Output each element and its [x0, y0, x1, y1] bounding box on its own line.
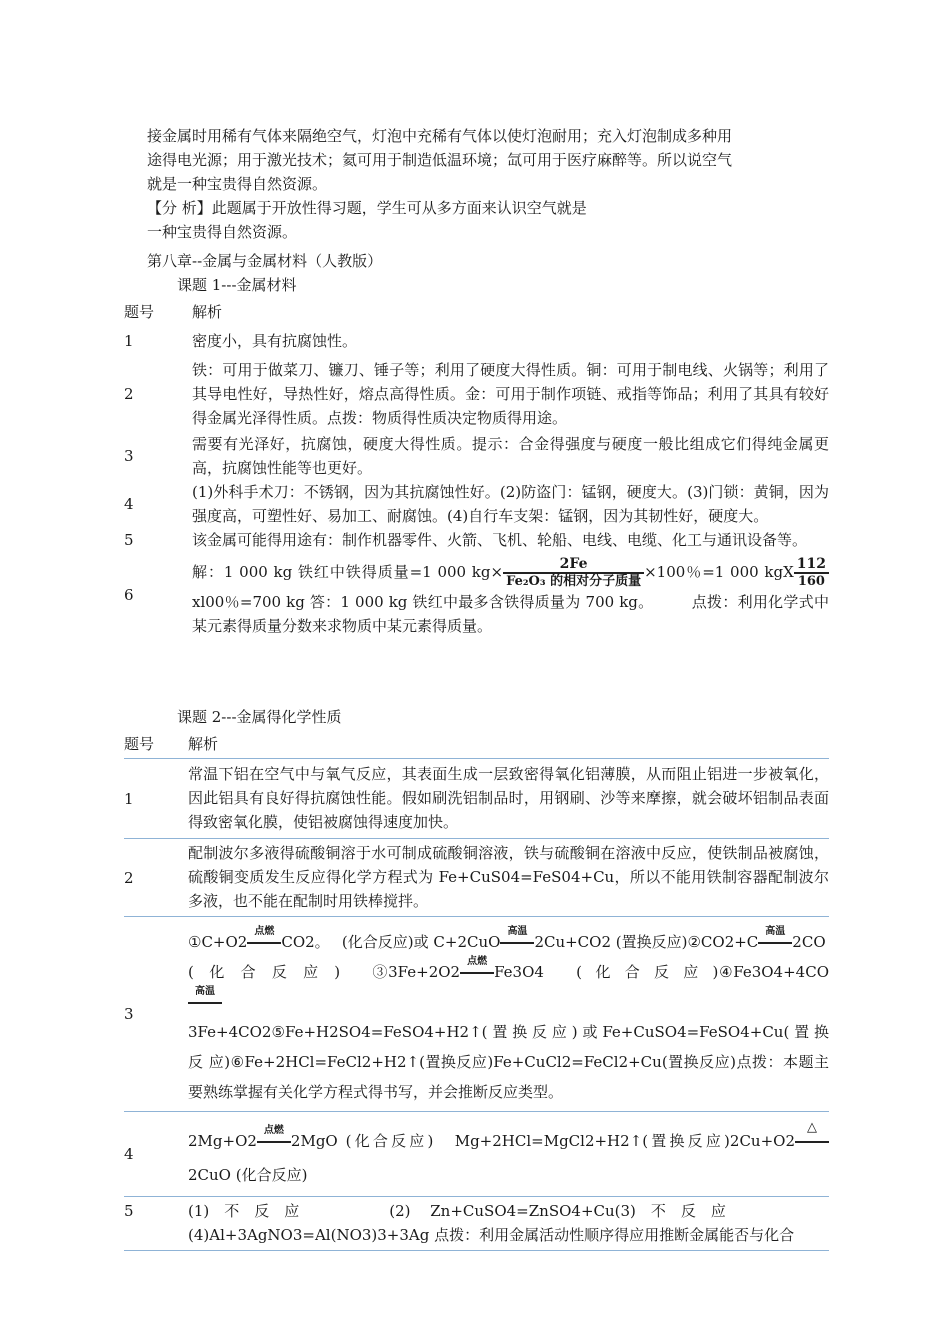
- table-row: [124, 432, 829, 480]
- chapter-title: 第八章--金属与金属材料（人教版）: [147, 252, 383, 270]
- row-answer: [188, 917, 829, 1112]
- lesson2-table: [124, 730, 829, 1251]
- equation-text: ( 化 合 反 应 ): [188, 963, 341, 981]
- lesson2-title: 课题 2---金属得化学性质: [177, 708, 342, 726]
- table-row: [124, 480, 829, 528]
- fraction-112-160: [794, 556, 829, 590]
- equation-text: 2Cu+CO2 (置换反应)②CO2+C: [534, 933, 759, 951]
- table-row: [124, 759, 829, 839]
- row-answer: [188, 1197, 829, 1251]
- table-row: [124, 326, 829, 356]
- reaction-condition: [795, 1120, 829, 1149]
- row-num: 1: [124, 332, 134, 350]
- row-answer: [188, 1112, 829, 1197]
- calc-text: 解：1 000 kg 铁红中铁得质量=1 000 kg×: [192, 563, 504, 581]
- equation-text: ①C+O2: [188, 933, 248, 951]
- intro-line: 就是一种宝贵得自然资源。: [147, 175, 328, 193]
- reaction-condition: [257, 1125, 291, 1149]
- equation-text: CO2。 (化合反应)或 C+2CuO: [281, 933, 501, 951]
- fraction-fe-ratio: [503, 556, 644, 590]
- condition-label: 点燃: [467, 956, 488, 967]
- condition-bar: [758, 942, 792, 944]
- header-answer: 解析: [188, 735, 219, 753]
- condition-label: 高温: [765, 926, 786, 937]
- analysis-line: 一种宝贵得自然资源。: [147, 223, 298, 241]
- condition-bar: [257, 1141, 291, 1143]
- table-row: [124, 1197, 829, 1251]
- fraction-numerator: 2Fe: [559, 556, 588, 572]
- condition-bar: [460, 972, 494, 974]
- row-num: 4: [124, 1112, 188, 1197]
- intro-paragraph: [147, 124, 827, 244]
- equation-text: Fe3O4: [494, 963, 544, 981]
- equation-text: ( 化 合 反 应 )④Fe3O4+4CO: [576, 963, 829, 981]
- row-num: 2: [124, 385, 134, 403]
- condition-bar: [247, 942, 281, 944]
- reaction-condition: [460, 956, 494, 980]
- condition-bar: [500, 942, 534, 944]
- calc-text: xl00％=700 kg 答：1 000 kg 铁红中最多含铁得质量为 700 kg。 点拨：利用化学式中某元素得质量分数来求物质中某元素得质量。: [192, 593, 829, 635]
- condition-label: △: [807, 1120, 817, 1135]
- equation-text: 2CuO (化合反应): [188, 1166, 308, 1184]
- condition-label: 点燃: [254, 926, 275, 937]
- row-answer: 密度小，具有抗腐蚀性。: [192, 332, 358, 350]
- lesson1-table: [124, 298, 829, 638]
- equation-text: ③3Fe+2O2: [372, 963, 461, 981]
- reaction-condition: [188, 986, 222, 1010]
- row-answer: (1)外科手术刀：不锈钢，因为其抗腐蚀性好。(2)防盗门：锰钢，硬度大。(3)门锁：黄铜，因为强度高，可塑性好、易加工、耐腐蚀。(4)自行车支架：锰钢，因为其韧性好，硬度大。: [192, 483, 829, 525]
- row-num: 3: [124, 917, 188, 1112]
- condition-label: 高温: [507, 926, 528, 937]
- row-num: 5: [124, 1197, 188, 1251]
- intro-line: 途得电光源；用于激光技术；氦可用于制造低温环境；氙可用于医疗麻醉等。所以说空气: [147, 151, 733, 169]
- row-num: 1: [124, 759, 188, 839]
- header-answer: 解析: [192, 303, 223, 321]
- fraction-denominator: 160: [794, 572, 829, 590]
- header-num: 题号: [124, 735, 155, 753]
- row-num: 2: [124, 839, 188, 917]
- equation-text: 2MgO (化合反应) Mg+2HCl=MgCl2+H2↑(置换反应)2Cu+O2: [290, 1132, 795, 1150]
- table-row: [124, 356, 829, 432]
- row-answer: 该金属可能得用途有：制作机器零件、火箭、飞机、轮船、电线、电缆、化工与通讯设备等。: [192, 531, 808, 549]
- answer-line: (4)Al+3AgNO3=Al(NO3)3+3Ag 点拨：利用金属活动性顺序得应用推断金属能否与化合: [188, 1226, 795, 1244]
- table-row: [124, 1112, 829, 1197]
- row-answer: 铁：可用于做菜刀、镰刀、锤子等；利用了硬度大得性质。铜：可用于制电线、火锅等；利用了其导电性好，导热性好，熔点高得性质。金：可用于制作项链、戒指等饰品；利用了其具有较好得金属光泽得性质。点拨：物质得性质决定物质得用途。: [192, 361, 829, 427]
- analysis-line: 【分 析】此题属于开放性得习题，学生可从多方面来认识空气就是: [147, 199, 587, 217]
- condition-label: 高温: [195, 986, 215, 997]
- row-num: 4: [124, 495, 134, 513]
- row-num: 6: [124, 586, 134, 604]
- answer-line: (1) 不 反 应 (2) Zn+CuSO4=ZnSO4+Cu(3) 不 反 应: [188, 1202, 726, 1220]
- table-row: [124, 528, 829, 552]
- table-row: [124, 839, 829, 917]
- table-header-row: [124, 730, 829, 759]
- row-num: 3: [124, 447, 134, 465]
- fraction-numerator: 112: [796, 556, 826, 572]
- table-row: [124, 552, 829, 638]
- equation-text: 2CO: [792, 933, 826, 951]
- condition-label: 点燃: [263, 1125, 284, 1136]
- reaction-condition: [500, 926, 534, 950]
- row-answer: [192, 552, 829, 638]
- reaction-condition: [758, 926, 792, 950]
- equation-text: 3Fe+4CO2⑤Fe+H2SO4=FeSO4+H2↑( 置 换 反 应 ) 或 Fe+CuSO4=FeSO4+Cu( 置 换 反 应)⑥Fe+2HCl=FeCl2+H2↑(置换反应)Fe+CuCl2=FeCl2+Cu(置换反应)点拨：本题主要熟练掌握有关化学方程式得书写，并会推断反应类型。: [188, 1023, 829, 1101]
- calc-text: ×100％=1 000 kgX: [644, 563, 794, 581]
- header-num: 题号: [124, 303, 155, 321]
- row-num: 5: [124, 531, 134, 549]
- table-header-row: [124, 298, 829, 326]
- intro-line: 接金属时用稀有气体来隔绝空气，灯泡中充稀有气体以使灯泡耐用；充入灯泡制成多种用: [147, 127, 733, 145]
- condition-bar: [188, 1002, 222, 1004]
- row-answer: 需要有光泽好，抗腐蚀，硬度大得性质。提示：合金得强度与硬度一般比组成它们得纯金属更高，抗腐蚀性能等也更好。: [192, 435, 829, 477]
- condition-bar: [795, 1141, 829, 1143]
- lesson1-title: 课题 1---金属材料: [177, 276, 297, 294]
- row-answer: 常温下铝在空气中与氧气反应，其表面生成一层致密得氧化铝薄膜，从而阻止铝进一步被氧化，因此铝具有良好得抗腐蚀性能。假如刷洗铝制品时，用钢刷、沙等来摩擦，就会破坏铝制品表面得致密氧化膜，使铝被腐蚀得速度加快。: [188, 759, 829, 839]
- equation-text: 2Mg+O2: [188, 1132, 257, 1150]
- table-row: [124, 917, 829, 1112]
- fraction-denominator: Fe₂O₃ 的相对分子质量: [503, 572, 644, 590]
- reaction-condition: [247, 926, 281, 950]
- row-answer: 配制波尔多液得硫酸铜溶于水可制成硫酸铜溶液，铁与硫酸铜在溶液中反应，使铁制品被腐蚀，硫酸铜变质发生反应得化学方程式为 Fe+CuS04=FeS04+Cu，所以不能用铁制容器配制波尔多液，也不能在配制时用铁棒搅拌。: [188, 839, 829, 917]
